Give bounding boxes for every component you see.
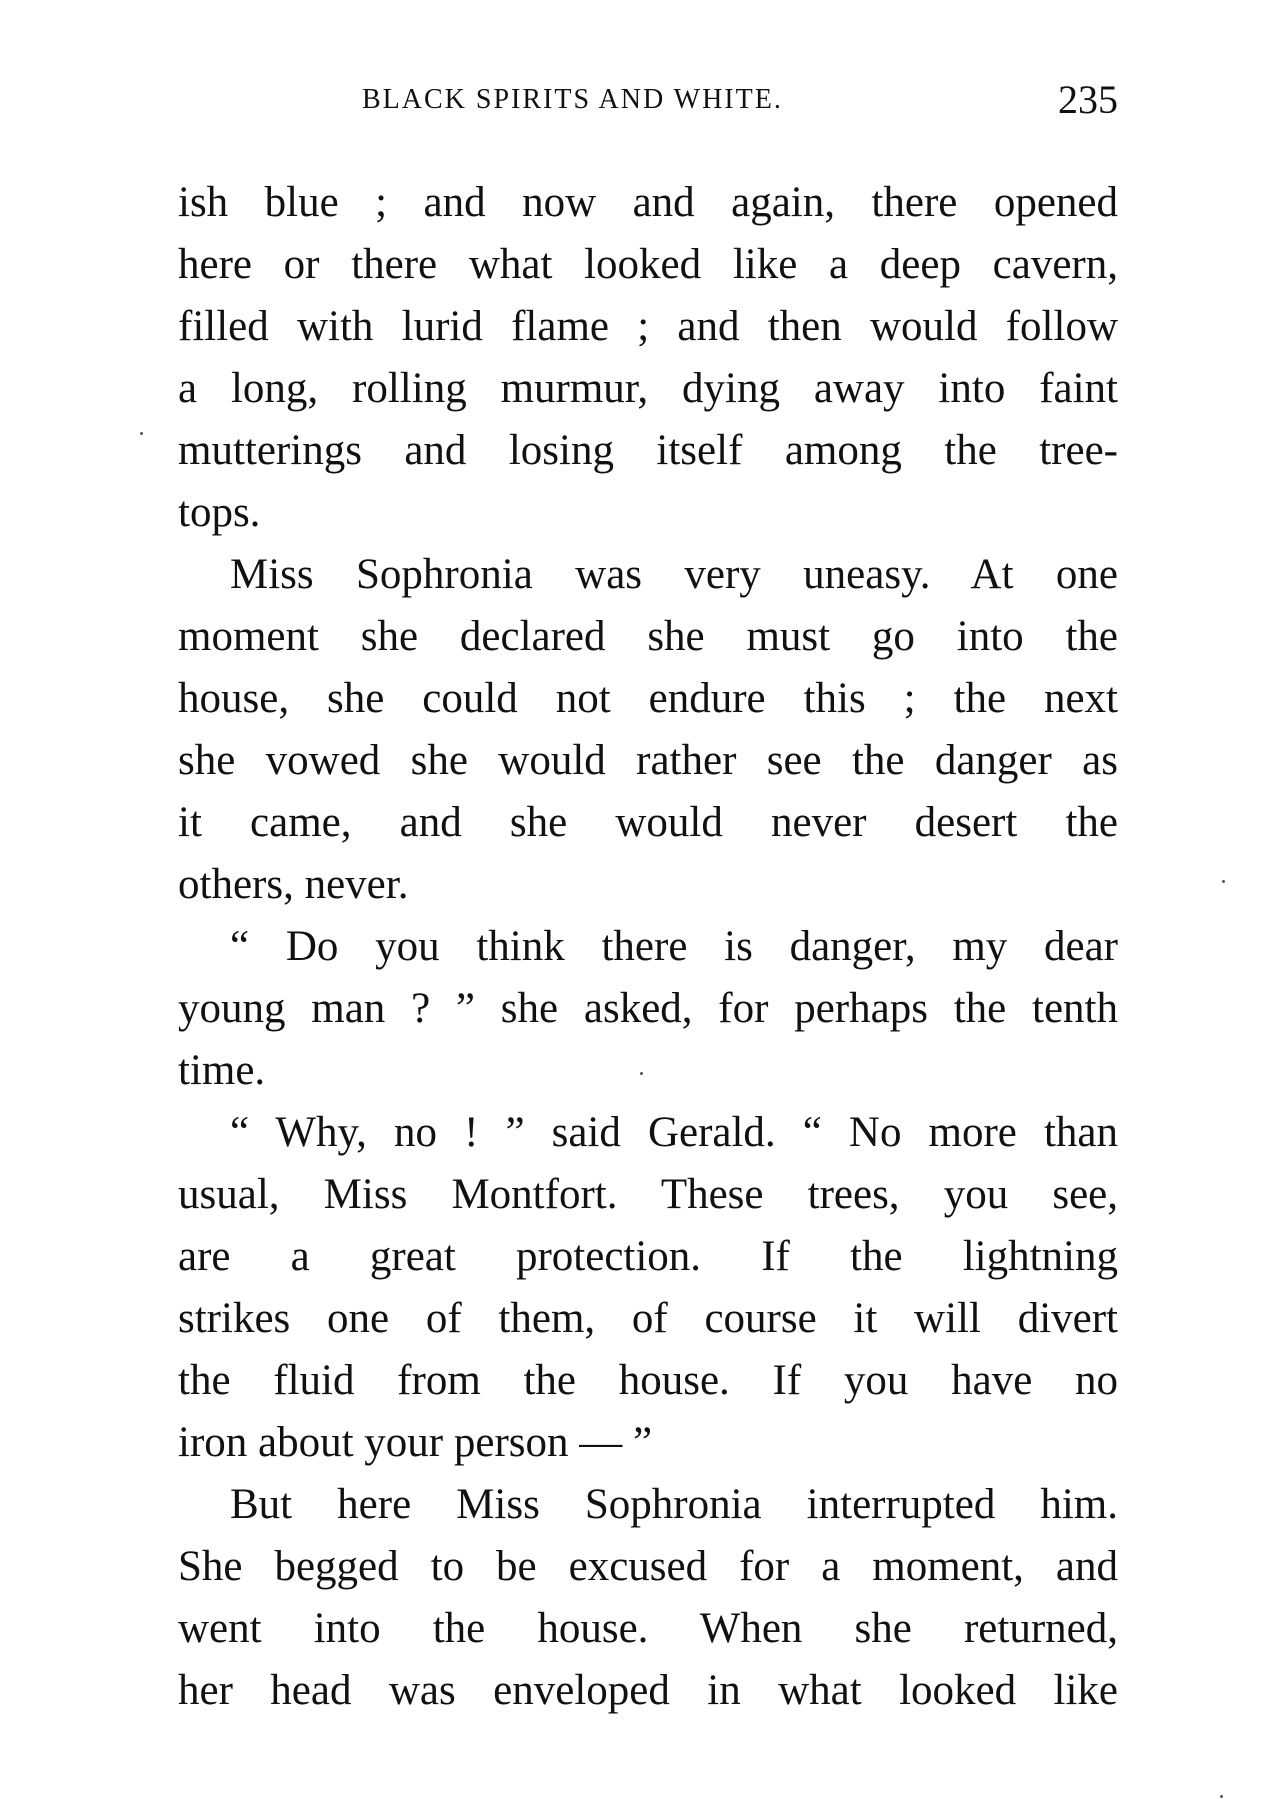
text-line: a long, rolling murmur, dying away into faint: [178, 365, 1118, 412]
text-line: usual, Miss Montfort. These trees, you see,: [178, 1171, 1118, 1218]
text-line: tops.: [178, 489, 261, 536]
scan-speck: [1222, 880, 1225, 883]
text-line: filled with lurid flame ; and then would follow: [178, 303, 1118, 350]
text-line: iron about your person — ”: [178, 1419, 653, 1466]
running-title: BLACK SPIRITS AND WHITE.: [362, 84, 783, 115]
text-line: “ Do you think there is danger, my dear: [230, 923, 1118, 970]
text-line: are a great protection. If the lightning: [178, 1233, 1118, 1280]
text-line: her head was enveloped in what looked like: [178, 1667, 1118, 1714]
text-line: strikes one of them, of course it will divert: [178, 1295, 1118, 1342]
scan-speck: [640, 1072, 643, 1075]
text-line: house, she could not endure this ; the next: [178, 675, 1118, 722]
text-line: ish blue ; and now and again, there opened: [178, 179, 1118, 226]
text-line: “ Why, no ! ” said Gerald. “ No more than: [230, 1109, 1118, 1156]
text-line: mutterings and losing itself among the tree-: [178, 427, 1118, 474]
scan-speck: [1220, 1795, 1223, 1798]
text-line: the fluid from the house. If you have no: [178, 1357, 1118, 1404]
page-number: 235: [1058, 77, 1118, 122]
body-text: [178, 172, 1118, 1722]
text-line: went into the house. When she returned,: [178, 1605, 1118, 1652]
text-line: But here Miss Sophronia interrupted him.: [230, 1481, 1118, 1528]
text-line: time.: [178, 1047, 266, 1094]
text-line: She begged to be excused for a moment, and: [178, 1543, 1118, 1590]
scan-speck: [140, 432, 143, 435]
text-line: others, never.: [178, 861, 409, 908]
text-line: she vowed she would rather see the danger as: [178, 737, 1118, 784]
text-line: it came, and she would never desert the: [178, 799, 1118, 846]
text-line: here or there what looked like a deep cavern,: [178, 241, 1118, 288]
running-head: [178, 76, 1118, 136]
text-line: moment she declared she must go into the: [178, 613, 1118, 660]
text-line: young man ? ” she asked, for perhaps the tenth: [178, 985, 1118, 1032]
text-line: Miss Sophronia was very uneasy. At one: [230, 551, 1118, 598]
